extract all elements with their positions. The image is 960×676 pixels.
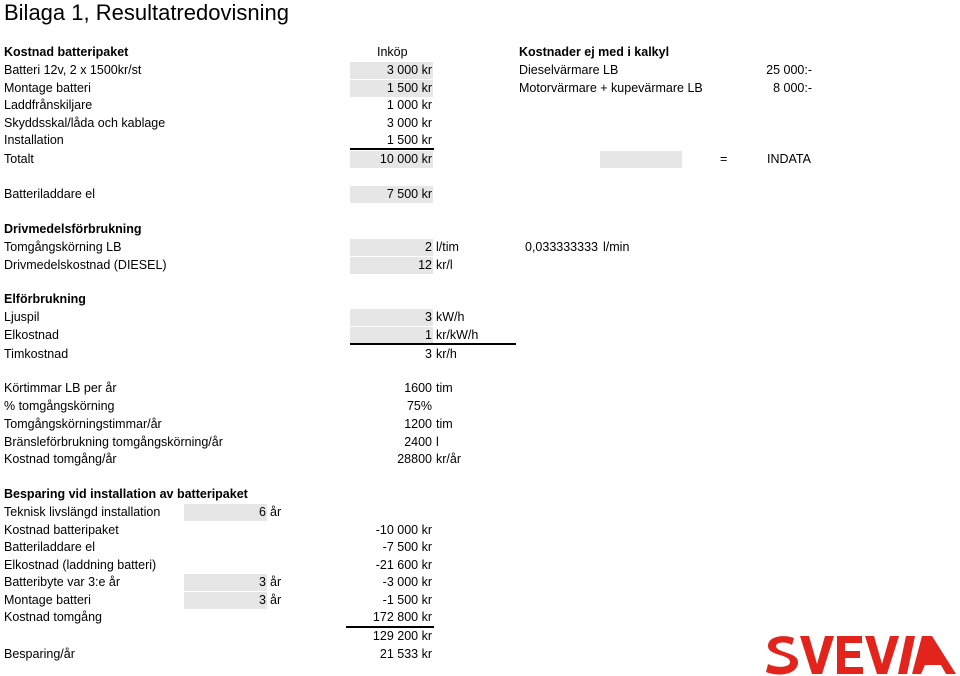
row-value: 3 000 kr (386, 116, 432, 130)
sum-line (350, 343, 516, 345)
row-mid-unit: år (270, 575, 282, 589)
row-unit: kr/l (436, 258, 453, 272)
row-value: 1200 (404, 417, 432, 431)
row-value: 172 800 kr (372, 610, 432, 624)
result-label: Besparing/år (4, 647, 75, 661)
row-value: 8 000:- (773, 81, 812, 95)
row-value: 1 500 kr (386, 81, 432, 95)
section-header-besparing: Besparing vid installation av batteripaket (4, 487, 248, 501)
row-label: Bränsleförbrukning tomgångskörning/år (4, 435, 223, 449)
page-title: Bilaga 1, Resultatredovisning (4, 0, 289, 25)
row-value: 3 000 kr (386, 63, 432, 77)
row-unit: kr/h (436, 347, 457, 361)
total-label: Totalt (4, 152, 34, 166)
row-label: Kostnad tomgång (4, 610, 102, 624)
svevia-logo (764, 634, 958, 676)
row-mid-value: 3 (259, 593, 266, 607)
row-label: Montage batteri (4, 593, 91, 607)
row-unit: l (436, 435, 439, 449)
row-value: 1 000 kr (386, 98, 432, 112)
row-label: Körtimmar LB per år (4, 381, 117, 395)
row-extra: 0,033333333 (525, 240, 598, 254)
legend-equals: = (720, 152, 728, 166)
row-value: 2400 (404, 435, 432, 449)
row-mid-value: 3 (259, 575, 266, 589)
row-value: 3 (425, 310, 432, 324)
row-mid-unit: år (270, 505, 282, 519)
legend-text: INDATA (767, 152, 811, 166)
row-label: Elkostnad (laddning batteri) (4, 558, 157, 572)
row-value: 1 (425, 328, 432, 342)
section-header-driv: Drivmedelsförbrukning (4, 222, 142, 236)
row-unit: tim (436, 417, 453, 431)
row-value: -3 000 kr (382, 575, 432, 589)
legend-swatch (600, 151, 682, 168)
row-value: 7 500 kr (386, 187, 432, 201)
row-extra-unit: l/min (603, 240, 630, 254)
row-label: Batteriladdare el (4, 187, 96, 201)
row-label: Dieselvärmare LB (519, 63, 619, 77)
col-header-inkop: Inköp (377, 45, 408, 59)
row-label: Batteri 12v, 2 x 1500kr/st (4, 63, 142, 77)
row-label: Kostnad tomgång/år (4, 452, 117, 466)
row-value: 12 (418, 258, 432, 272)
row-label: Installation (4, 133, 64, 147)
row-label: Batteriladdare el (4, 540, 96, 554)
row-value: 2 (425, 240, 432, 254)
section-header-kostnad: Kostnad batteripaket (4, 45, 129, 59)
row-value: -21 600 kr (375, 558, 432, 572)
result-value: 21 533 kr (379, 647, 432, 661)
row-label: Kostnad batteripaket (4, 523, 119, 537)
row-label: Batteribyte var 3:e år (4, 575, 121, 589)
row-unit: kW/h (436, 310, 465, 324)
row-mid-value: 6 (259, 505, 266, 519)
row-unit: tim (436, 381, 453, 395)
row-value: 1600 (404, 381, 432, 395)
row-label: Tomgångskörningstimmar/år (4, 417, 162, 431)
row-value: 28800 (397, 452, 432, 466)
row-label: Motorvärmare + kupevärmare LB (519, 81, 703, 95)
row-value: -7 500 kr (382, 540, 432, 554)
row-label: Drivmedelskostnad (DIESEL) (4, 258, 167, 272)
row-unit: kr/kW/h (436, 328, 479, 342)
row-value: 25 000:- (766, 63, 812, 77)
row-value: -10 000 kr (375, 523, 432, 537)
row-label: Elkostnad (4, 328, 59, 342)
row-value: -1 500 kr (382, 593, 432, 607)
row-label: Ljuspil (4, 310, 40, 324)
row-label: Timkostnad (4, 347, 69, 361)
row-value: 75% (406, 399, 432, 413)
row-label: % tomgångskörning (4, 399, 115, 413)
subtotal-value: 129 200 kr (372, 629, 432, 643)
row-label: Tomgångskörning LB (4, 240, 122, 254)
row-unit: l/tim (436, 240, 459, 254)
row-unit: kr/år (436, 452, 461, 466)
total-value: 10 000 kr (379, 152, 432, 166)
row-label: Teknisk livslängd installation (4, 505, 161, 519)
row-label: Montage batteri (4, 81, 91, 95)
row-label: Skyddsskal/låda och kablage (4, 116, 166, 130)
row-label: Laddfrånskiljare (4, 98, 93, 112)
section-header-ej-med: Kostnader ej med i kalkyl (519, 45, 670, 59)
row-mid-unit: år (270, 593, 282, 607)
sum-line (350, 148, 434, 150)
section-header-el: Elförbrukning (4, 292, 86, 306)
row-value: 3 (425, 347, 432, 361)
row-value: 1 500 kr (386, 133, 432, 147)
